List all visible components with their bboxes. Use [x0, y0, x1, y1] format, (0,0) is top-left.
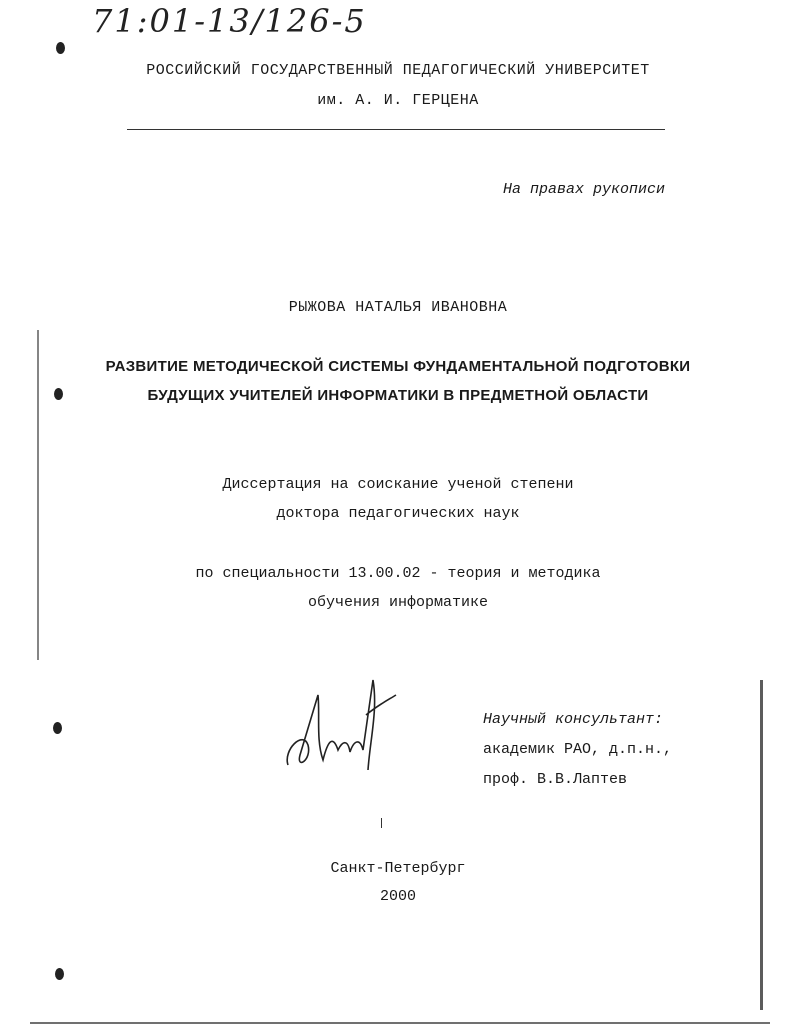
binding-hole-dot: [56, 42, 65, 54]
year: 2000: [379, 888, 416, 905]
binding-hole-dot: [53, 722, 62, 734]
signature: [278, 670, 403, 780]
specialty-line1: по специальности 13.00.02 - теория и методика: [195, 565, 601, 582]
specialty-line2: обучения информатике: [307, 594, 489, 611]
consultant-degree: академик РАО, д.п.н.,: [483, 741, 673, 758]
header-divider: [127, 129, 665, 130]
manuscript-rights: На правах рукописи: [502, 181, 665, 198]
university-name: РОССИЙСКИЙ ГОСУДАРСТВЕННЫЙ ПЕДАГОГИЧЕСКИЙ УНИВЕРСИТЕТ: [146, 62, 650, 79]
thesis-title-line1: РАЗВИТИЕ МЕТОДИЧЕСКОЙ СИСТЕМЫ ФУНДАМЕНТАЛЬНОЙ ПОДГОТОВКИ: [105, 358, 691, 375]
thesis-title-line2: БУДУЩИХ УЧИТЕЛЕЙ ИНФОРМАТИКИ В ПРЕДМЕТНОЙ ОБЛАСТИ: [147, 387, 649, 404]
center-tick: [381, 818, 382, 828]
consultant-label: Научный консультант:: [483, 711, 664, 728]
city: Санкт-Петербург: [330, 860, 466, 877]
university-name-line2: им. А. И. ГЕРЦЕНА: [317, 92, 479, 109]
degree-line2: доктора педагогических наук: [276, 505, 520, 522]
binding-hole-dot: [55, 968, 64, 980]
margin-line: [37, 330, 39, 660]
bottom-edge: [30, 1022, 770, 1024]
margin-line: [760, 680, 763, 1010]
archive-code: 71:01-13/126-5: [92, 2, 367, 40]
degree-line1: Диссертация на соискание ученой степени: [222, 476, 574, 493]
author-name: РЫЖОВА НАТАЛЬЯ ИВАНОВНА: [288, 299, 508, 316]
consultant-name: проф. В.В.Лаптев: [483, 771, 628, 788]
binding-hole-dot: [54, 388, 63, 400]
